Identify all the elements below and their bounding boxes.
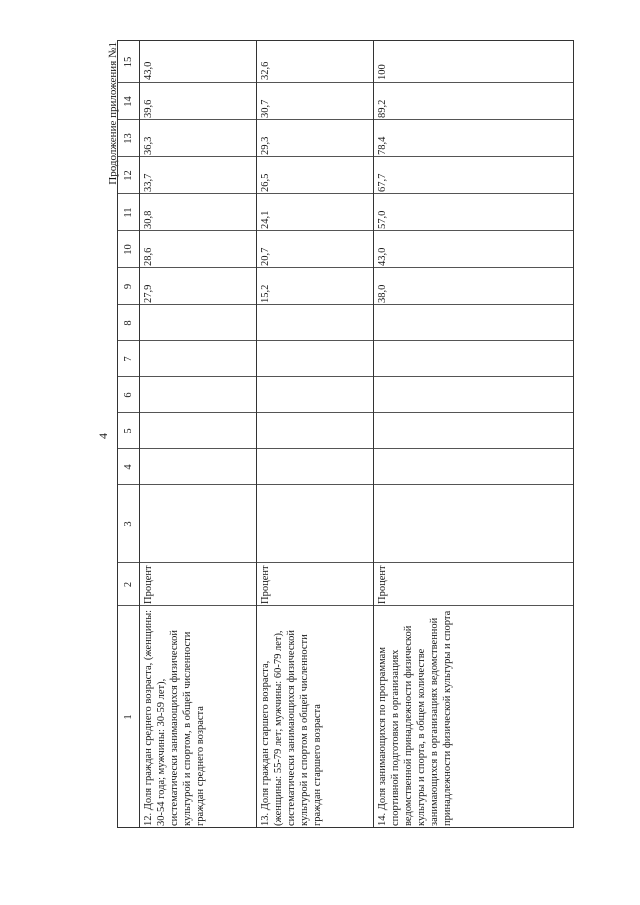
value-text: 28,6 xyxy=(143,247,154,266)
value-cell xyxy=(257,193,373,230)
value-text: 27,9 xyxy=(143,284,154,303)
value-cell xyxy=(374,340,573,376)
indicator-text: 14. Доля занимающихся по программам спортивной подготовки в организациях ведомственной принадлежности физической культуры и спорта, в общем количестве занимающихся в организациях ведомственной принадлежности физической культуры и спорта xyxy=(377,610,453,826)
value-cell xyxy=(374,156,573,193)
indicator-cell xyxy=(374,605,573,827)
value-text: 33,7 xyxy=(143,173,154,192)
value-text: 43,0 xyxy=(377,247,388,266)
header-label: 10 xyxy=(123,244,134,255)
value-cell xyxy=(257,156,373,193)
header-cell xyxy=(118,119,139,156)
header-label: 3 xyxy=(123,521,134,527)
value-cell xyxy=(374,412,573,448)
header-label: 11 xyxy=(123,207,134,218)
header-cell xyxy=(118,484,139,562)
value-text: 30,8 xyxy=(143,210,154,229)
value-cell xyxy=(257,304,373,340)
table-row xyxy=(140,41,257,827)
indicator-text: 12. Доля граждан среднего возраста, (женщины: 30-54 года; мужчины: 30-59 лет), систематически занимающихся физической культурой и спортом, в общей численности граждан среднего возраста xyxy=(143,609,206,826)
indicator-cell xyxy=(257,605,373,827)
data-table xyxy=(117,40,574,828)
unit-cell xyxy=(374,562,573,605)
value-cell xyxy=(257,412,373,448)
value-cell xyxy=(140,119,256,156)
header-cell xyxy=(118,340,139,376)
value-cell xyxy=(257,42,373,82)
value-cell xyxy=(374,82,573,119)
indicator-text: 13. Доля граждан старшего возраста, (женщины: 55-79 лет; мужчины: 60-79 лет), систематически занимающихся физической культурой и спортом в общей численности граждан старшего возраста xyxy=(260,630,323,826)
value-text: 24,1 xyxy=(260,210,271,229)
header-label: 14 xyxy=(123,96,134,107)
value-cell xyxy=(140,230,256,267)
header-label: 13 xyxy=(123,133,134,144)
value-text: 57,0 xyxy=(377,210,388,229)
header-label: 5 xyxy=(123,428,134,434)
header-cell xyxy=(118,193,139,230)
value-cell xyxy=(257,82,373,119)
header-label: 2 xyxy=(123,581,134,588)
page-number: 4 xyxy=(96,433,110,439)
value-cell xyxy=(140,376,256,412)
header-label: 8 xyxy=(123,320,134,326)
value-text: 39,6 xyxy=(143,99,154,118)
header-cell xyxy=(118,156,139,193)
header-cell xyxy=(118,448,139,484)
value-text: 15,2 xyxy=(260,284,271,303)
header-cell xyxy=(118,82,139,119)
value-text: 32,6 xyxy=(260,61,271,80)
header-label: 12 xyxy=(123,170,134,181)
unit-text: Процент xyxy=(260,565,271,604)
header-cell xyxy=(118,230,139,267)
value-cell xyxy=(257,340,373,376)
header-label: 7 xyxy=(123,356,134,362)
header-label: 1 xyxy=(123,714,134,720)
value-cell xyxy=(257,267,373,304)
header-cell xyxy=(118,605,139,827)
value-cell xyxy=(140,304,256,340)
header-cell xyxy=(118,562,139,605)
value-cell xyxy=(374,119,573,156)
value-cell xyxy=(257,230,373,267)
value-cell xyxy=(374,376,573,412)
value-text: 30,7 xyxy=(260,99,271,118)
value-cell xyxy=(374,484,573,562)
value-cell xyxy=(374,42,573,82)
header-label: 15 xyxy=(123,56,134,68)
value-cell xyxy=(140,82,256,119)
value-cell xyxy=(140,156,256,193)
header-label: 4 xyxy=(123,464,134,470)
value-cell xyxy=(257,484,373,562)
value-cell xyxy=(374,230,573,267)
value-cell xyxy=(257,376,373,412)
value-cell xyxy=(140,42,256,82)
table-header-row xyxy=(118,41,140,827)
header-cell xyxy=(118,376,139,412)
table-row xyxy=(374,41,573,827)
value-cell xyxy=(257,119,373,156)
header-label: 6 xyxy=(123,392,134,398)
value-cell xyxy=(257,448,373,484)
value-cell xyxy=(140,484,256,562)
value-text: 43,0 xyxy=(143,61,154,80)
value-text: 78,4 xyxy=(377,136,388,155)
table-caption: Продолжение приложения №1 xyxy=(107,42,119,185)
value-cell xyxy=(374,448,573,484)
header-cell xyxy=(118,267,139,304)
header-label: 9 xyxy=(123,283,134,290)
value-cell xyxy=(140,340,256,376)
value-text: 20,7 xyxy=(260,247,271,266)
value-cell xyxy=(140,193,256,230)
value-cell xyxy=(140,448,256,484)
value-cell xyxy=(374,193,573,230)
value-text: 38,0 xyxy=(377,284,388,303)
value-text: 29,3 xyxy=(260,136,271,155)
value-cell xyxy=(374,267,573,304)
value-text: 67,7 xyxy=(377,173,388,192)
value-text: 26,5 xyxy=(260,173,271,192)
value-cell xyxy=(140,267,256,304)
value-text: 100 xyxy=(377,64,388,80)
value-cell xyxy=(140,412,256,448)
unit-cell xyxy=(257,562,373,605)
header-cell xyxy=(118,42,139,82)
value-text: 89,2 xyxy=(377,99,388,118)
header-cell xyxy=(118,412,139,448)
value-cell xyxy=(374,304,573,340)
table-row xyxy=(257,41,374,827)
unit-cell xyxy=(140,562,256,605)
unit-text: Процент xyxy=(377,565,388,604)
header-cell xyxy=(118,304,139,340)
value-text: 36,3 xyxy=(143,136,154,155)
unit-text: Процент xyxy=(143,565,154,604)
indicator-cell xyxy=(140,605,256,827)
